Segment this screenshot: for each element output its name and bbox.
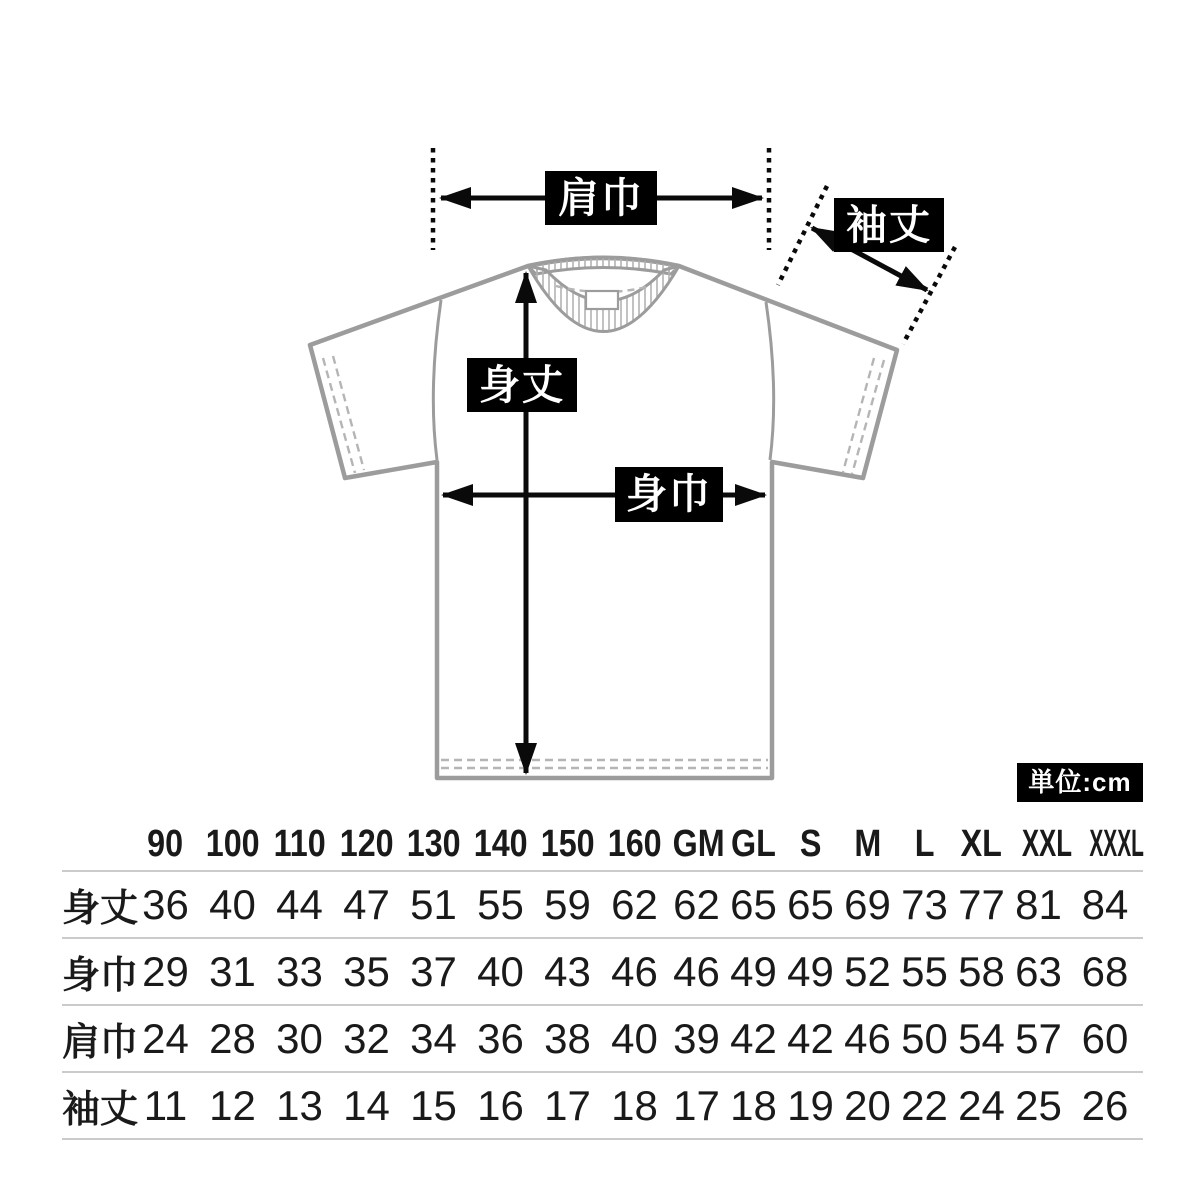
size-header-M	[839, 823, 896, 866]
size-value	[1010, 948, 1067, 996]
size-value	[467, 1015, 534, 1063]
size-header-90-text: 90	[147, 822, 184, 865]
size-value	[266, 1015, 333, 1063]
size-value-text: 32	[343, 1014, 390, 1062]
size-value	[601, 948, 668, 996]
size-value	[199, 948, 266, 996]
size-header-row	[62, 818, 1143, 870]
size-header-120	[333, 823, 400, 866]
size-value-text: 26	[1081, 1081, 1129, 1129]
size-value	[896, 881, 953, 929]
size-value	[668, 948, 725, 996]
size-value-text: 69	[844, 880, 891, 928]
size-value	[1010, 1015, 1067, 1063]
size-value-text: 58	[958, 947, 1005, 995]
size-header-140	[467, 823, 534, 866]
size-value-text: 52	[844, 947, 891, 995]
size-value	[132, 1082, 199, 1130]
size-value-text: 17	[544, 1081, 591, 1129]
size-value	[782, 1015, 839, 1063]
size-value	[601, 1015, 668, 1063]
size-value-text: 24	[142, 1014, 189, 1062]
size-header-150	[534, 823, 601, 866]
size-value-text: 16	[477, 1081, 524, 1129]
size-value	[839, 881, 896, 929]
size-value	[601, 1082, 668, 1130]
row-label	[62, 1078, 139, 1133]
size-value-text: 44	[276, 880, 323, 928]
size-value	[953, 881, 1010, 929]
size-value	[333, 948, 400, 996]
size-value-text: 84	[1081, 880, 1129, 928]
size-value	[266, 948, 333, 996]
size-value	[839, 1015, 896, 1063]
size-value-text: 30	[276, 1014, 323, 1062]
size-value	[1010, 1082, 1067, 1130]
size-value	[896, 948, 953, 996]
size-header-150-text: 150	[540, 822, 595, 865]
size-value-text: 65	[787, 880, 834, 928]
size-header-XXXL-text: XXXL	[1089, 822, 1144, 865]
size-value	[400, 881, 467, 929]
size-value	[199, 1082, 266, 1130]
size-value-text: 40	[477, 947, 524, 995]
body-width-label: 身巾	[615, 467, 723, 522]
size-value	[782, 948, 839, 996]
body-length-label: 身丈	[467, 358, 577, 412]
neck-tag-icon	[586, 291, 618, 309]
size-header-XXL-text: XXL	[1021, 822, 1073, 865]
size-value	[132, 881, 199, 929]
size-value	[725, 1015, 782, 1063]
size-header-GL	[725, 823, 782, 866]
size-header-M-text: M	[854, 822, 881, 865]
size-value	[953, 1082, 1010, 1130]
size-header-GM-text: GM	[672, 822, 725, 865]
size-value-text: 22	[901, 1081, 948, 1129]
size-value	[467, 881, 534, 929]
size-value-text: 20	[844, 1081, 891, 1129]
row-label-text: 袖丈	[62, 1089, 139, 1131]
size-value-text: 54	[958, 1014, 1005, 1062]
size-value	[534, 948, 601, 996]
size-value-text: 24	[958, 1081, 1005, 1129]
size-value	[839, 948, 896, 996]
size-header-GL-text: GL	[731, 822, 776, 865]
size-value	[725, 881, 782, 929]
size-value-text: 46	[673, 947, 720, 995]
table-row	[62, 937, 1143, 1004]
table-row	[62, 1071, 1143, 1140]
size-value	[953, 1015, 1010, 1063]
size-value	[467, 948, 534, 996]
size-value	[1010, 881, 1067, 929]
size-table	[62, 818, 1143, 1140]
size-value	[400, 1015, 467, 1063]
size-value-text: 68	[1081, 947, 1129, 995]
size-header-L-text: L	[914, 822, 935, 865]
size-header-GM	[668, 823, 725, 866]
size-value-text: 43	[544, 947, 591, 995]
size-header-100-text: 100	[205, 822, 260, 865]
size-value-text: 81	[1015, 880, 1062, 928]
size-header-XXXL	[1067, 823, 1166, 866]
size-value-text: 46	[844, 1014, 891, 1062]
size-header-110	[266, 823, 333, 866]
size-value-text: 65	[730, 880, 777, 928]
size-value	[333, 881, 400, 929]
size-header-L	[896, 823, 953, 866]
size-value	[839, 1082, 896, 1130]
size-value	[1067, 1082, 1143, 1130]
size-value-text: 63	[1015, 947, 1062, 995]
size-value-text: 51	[410, 880, 457, 928]
size-value-text: 18	[730, 1081, 777, 1129]
size-value-text: 34	[410, 1014, 457, 1062]
size-value	[896, 1082, 953, 1130]
size-value-text: 55	[901, 947, 948, 995]
size-value-text: 19	[787, 1081, 834, 1129]
size-value	[333, 1082, 400, 1130]
size-value-text: 29	[142, 947, 189, 995]
size-value-text: 55	[477, 880, 524, 928]
table-row	[62, 870, 1143, 937]
size-value	[534, 881, 601, 929]
size-value-text: 73	[901, 880, 948, 928]
size-value	[1067, 881, 1143, 929]
size-header-S	[782, 823, 839, 866]
size-header-120-text: 120	[339, 822, 394, 865]
size-value-text: 35	[343, 947, 390, 995]
size-header-S-text: S	[799, 822, 822, 865]
size-value	[266, 881, 333, 929]
size-value	[668, 1015, 725, 1063]
row-label	[62, 1011, 139, 1066]
size-value-text: 47	[343, 880, 390, 928]
size-value	[1067, 1015, 1143, 1063]
size-value-text: 40	[209, 880, 256, 928]
size-header-XXL	[1010, 822, 1073, 866]
row-label	[62, 877, 139, 932]
size-value-text: 31	[209, 947, 256, 995]
size-value-text: 14	[343, 1081, 390, 1129]
shoulder-width-label: 肩巾	[545, 171, 657, 225]
size-value-text: 36	[477, 1014, 524, 1062]
row-label-text: 身巾	[62, 955, 139, 997]
size-header-160	[601, 823, 668, 866]
size-value-text: 37	[410, 947, 457, 995]
tshirt-outline	[310, 258, 897, 778]
size-value	[601, 881, 668, 929]
size-header-XL	[953, 823, 1010, 866]
size-value-text: 57	[1015, 1014, 1062, 1062]
size-value-text: 49	[730, 947, 777, 995]
size-value-text: 38	[544, 1014, 591, 1062]
row-label-text: 肩巾	[62, 1022, 139, 1064]
size-header-90	[132, 823, 199, 866]
size-value	[199, 881, 266, 929]
size-value	[668, 881, 725, 929]
size-header-110-text: 110	[273, 822, 326, 865]
unit-badge: 単位:cm	[1017, 763, 1143, 802]
size-value-text: 18	[611, 1081, 658, 1129]
size-value-text: 13	[276, 1081, 323, 1129]
size-value-text: 25	[1015, 1081, 1062, 1129]
size-value-text: 42	[787, 1014, 834, 1062]
size-value	[534, 1082, 601, 1130]
size-value-text: 12	[209, 1081, 256, 1129]
size-header-100	[199, 823, 266, 866]
size-value	[132, 1015, 199, 1063]
size-value-text: 42	[730, 1014, 777, 1062]
sleeve-length-label: 袖丈	[834, 198, 944, 252]
row-label-text: 身丈	[62, 888, 139, 930]
row-label	[62, 944, 139, 999]
size-header-140-text: 140	[473, 822, 528, 865]
size-value-text: 59	[544, 880, 591, 928]
size-value	[782, 881, 839, 929]
size-value	[725, 1082, 782, 1130]
size-header-160-text: 160	[607, 822, 662, 865]
size-value-text: 62	[611, 880, 658, 928]
size-value-text: 11	[143, 1081, 188, 1129]
size-value	[1067, 948, 1143, 996]
size-value	[333, 1015, 400, 1063]
size-value-text: 40	[611, 1014, 658, 1062]
size-value	[400, 1082, 467, 1130]
size-header-130-text: 130	[406, 822, 461, 865]
size-value-text: 46	[611, 947, 658, 995]
size-value	[400, 948, 467, 996]
size-value-text: 62	[673, 880, 720, 928]
size-value-text: 36	[142, 880, 189, 928]
size-value	[132, 948, 199, 996]
size-value	[668, 1082, 725, 1130]
size-value-text: 77	[958, 880, 1005, 928]
size-value-text: 49	[787, 947, 834, 995]
size-value-text: 17	[673, 1081, 720, 1129]
size-value	[896, 1015, 953, 1063]
size-value	[953, 948, 1010, 996]
table-row	[62, 1004, 1143, 1071]
size-header-130	[400, 823, 467, 866]
size-value-text: 15	[410, 1081, 457, 1129]
size-value-text: 28	[209, 1014, 256, 1062]
size-value	[266, 1082, 333, 1130]
size-value-text: 60	[1081, 1014, 1129, 1062]
size-value-text: 50	[901, 1014, 948, 1062]
size-value	[534, 1015, 601, 1063]
size-value-text: 39	[673, 1014, 720, 1062]
size-value-text: 33	[276, 947, 323, 995]
size-value	[199, 1015, 266, 1063]
size-value	[725, 948, 782, 996]
size-value	[467, 1082, 534, 1130]
size-header-XL-text: XL	[960, 822, 1003, 865]
size-value	[782, 1082, 839, 1130]
